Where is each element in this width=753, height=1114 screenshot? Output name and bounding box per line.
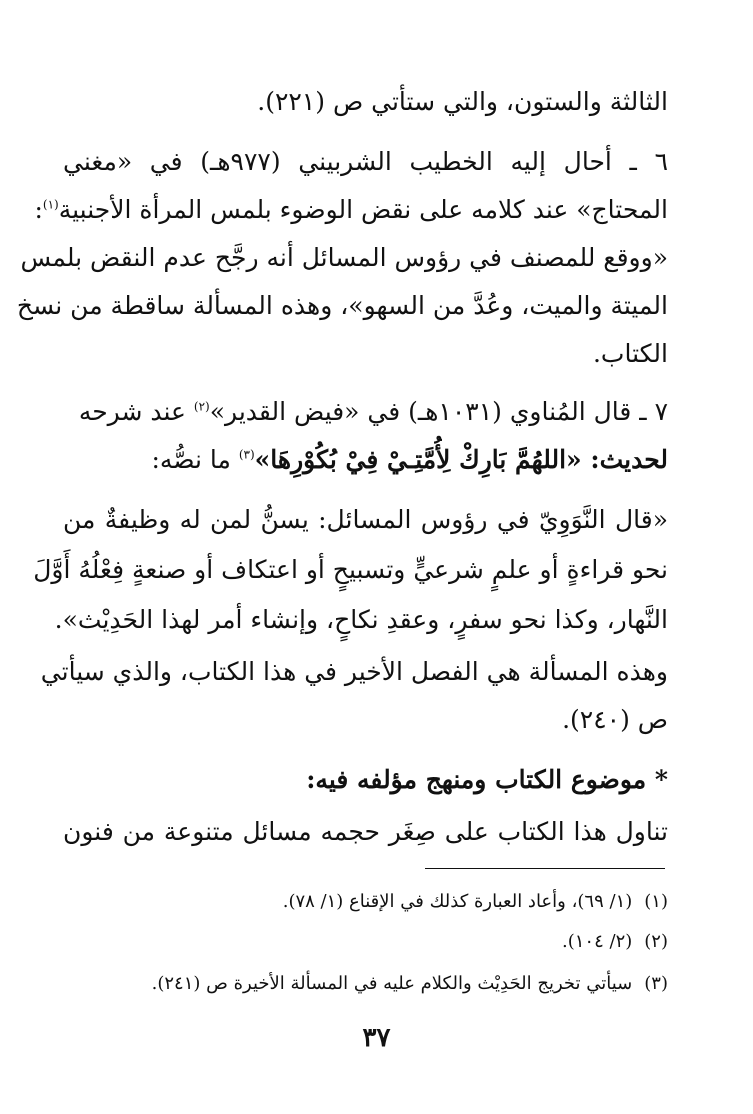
body-line-11: النَّهار، وكذا نحو سفرٍ، وعقدِ نكاحٍ، وإنشاء أمر لهذا الحَدِيْث». xyxy=(54,605,668,634)
body-line-14: تناول هذا الكتاب على صِغَر حجمه مسائل متنوعة من فنون xyxy=(63,817,668,846)
footnote-ref-1: (١) xyxy=(42,197,59,212)
body-line-10: نحو قراءةٍ أو علمٍ شرعيٍّ وتسبيحٍ أو اعتكاف أو صنعةٍ فِعْلُهُ أَوَّلَ xyxy=(33,555,668,584)
body-line-13: ص (٢٤٠). xyxy=(562,705,668,734)
body-line-6: الكتاب. xyxy=(592,339,668,368)
footnote-2: (٢)(٢/ ١٠٤). xyxy=(562,931,668,952)
heading-bullet: * xyxy=(654,765,668,794)
section-heading: * موضوع الكتاب ومنهج مؤلفه فيه: xyxy=(306,765,668,794)
footnote-3: (٣)سيأتي تخريج الحَدِيْث والكلام عليه في المسألة الأخيرة ص (٢٤١). xyxy=(151,973,668,994)
footnote-ref-3: (٣) xyxy=(238,447,255,462)
body-line-7: ٧ ـ قال المُناوي (١٠٣١هـ) في «فيض القدير»$^{(٢)}$ عند شرحه xyxy=(78,397,668,426)
body-line-4: «ووقع للمصنف في رؤوس المسائل أنه رجَّح عدم النقض بلمس xyxy=(20,243,668,272)
body-line-12: وهذه المسألة هي الفصل الأخير في هذا الكتاب، والذي سيأتي xyxy=(40,657,668,686)
body-line-8: لحديث: «اللهُمَّ بَارِكْ لِأُمَّتِـيْ فِيْ بُكُوْرِهَا»$^{(٣)}$ ما نصُّه: xyxy=(151,445,668,474)
footnote-separator xyxy=(425,868,665,869)
body-line-9: «قال النَّوَوِيّ في رؤوس المسائل: يسنُّ لمن له وظيفةٌ من xyxy=(63,505,668,534)
body-line-1: الثالثة والستون، والتي ستأتي ص (٢٢١). xyxy=(257,87,668,116)
body-line-5: الميتة والميت، وعُدَّ من السهو»، وهذه المسألة ساقطة من نسخ xyxy=(16,291,668,320)
body-line-2: ٦ ـ أحال إليه الخطيب الشربيني (٩٧٧هـ) في «مغني xyxy=(63,147,668,176)
footnote-1: (١)(١/ ٦٩)، وأعاد العبارة كذلك في الإقناع (١/ ٧٨). xyxy=(282,891,668,912)
footnote-ref-2: (٢) xyxy=(193,399,210,414)
body-line-3: المحتاج» عند كلامه على نقض الوضوء بلمس المرأة الأجنبية$^{(١)}$: xyxy=(34,195,668,224)
page-number: ٣٧ xyxy=(362,1023,391,1053)
